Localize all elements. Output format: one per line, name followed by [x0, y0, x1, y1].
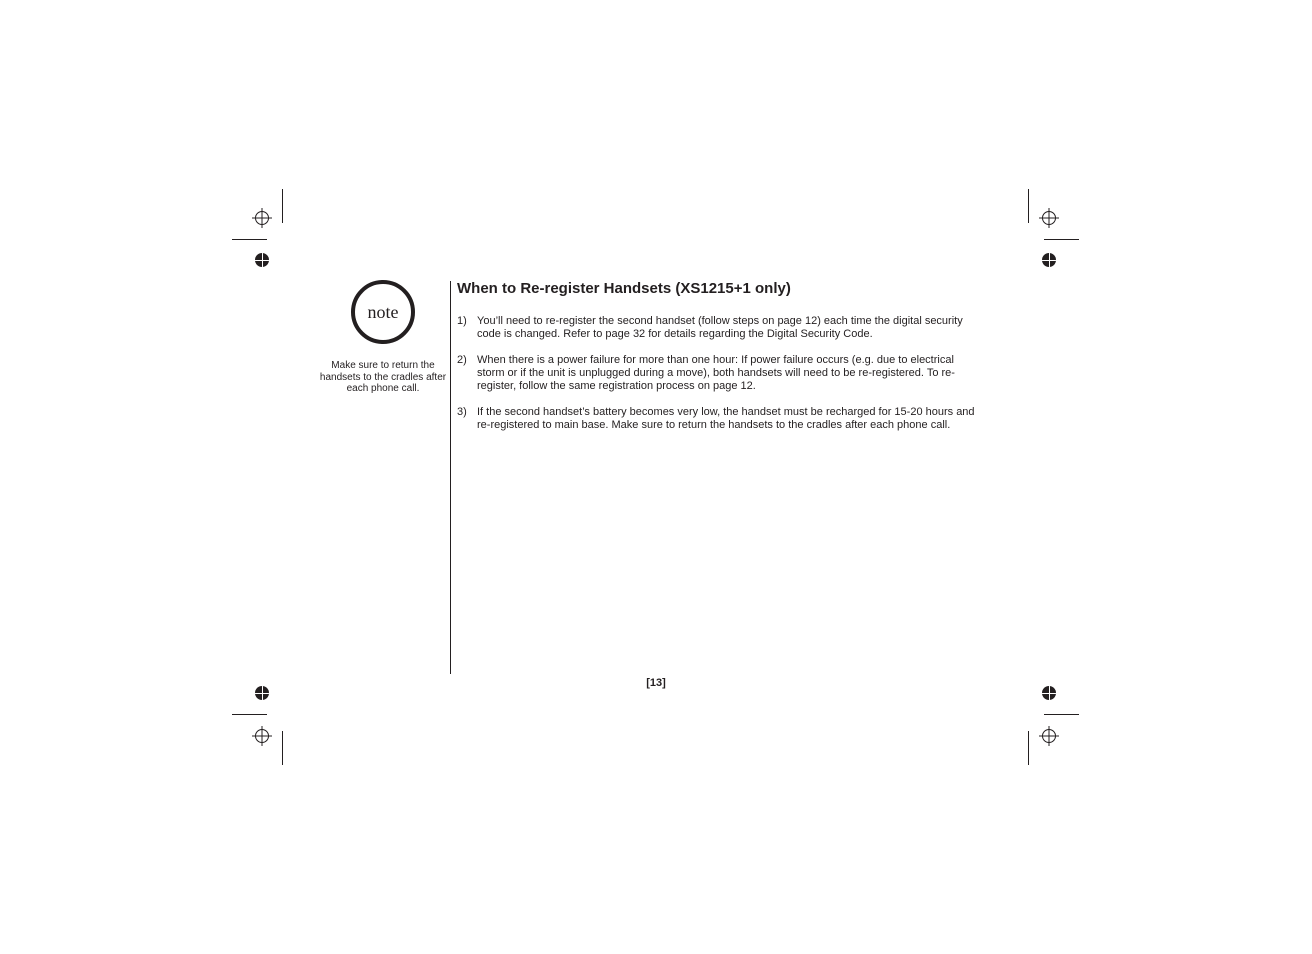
crop-mark-top-right-vertical [1028, 189, 1029, 223]
registration-target-icon [252, 208, 272, 228]
section-heading: When to Re-register Handsets (XS1215+1 only) [457, 280, 791, 297]
crop-mark-top-left-vertical [282, 189, 283, 223]
crop-mark-bottom-right-vertical [1028, 731, 1029, 765]
registration-dot-icon [1042, 253, 1056, 267]
list-item [457, 406, 983, 432]
list-item [457, 315, 983, 341]
list-item [457, 354, 983, 393]
crop-mark-top-right-horizontal [1044, 239, 1079, 240]
note-badge-icon [351, 280, 415, 344]
registration-dot-icon [255, 253, 269, 267]
step-text: When there is a power failure for more than one hour: If power failure occurs (e.g. due to electrical storm or if the unit is unplugged during a move), both handsets will need to be re-registered. To re-register, follow the same registration process on page 12. [477, 354, 955, 392]
crop-mark-bottom-left-vertical [282, 731, 283, 765]
registration-target-icon [1039, 208, 1059, 228]
step-number: 3) [457, 406, 467, 418]
step-text: If the second handset’s battery becomes very low, the handset must be recharged for 15-20 hours and re-registered to main base. Make sure to return the handsets to the cradles after each phone call. [477, 406, 975, 431]
crop-mark-bottom-left-horizontal [232, 714, 267, 715]
registration-target-icon [252, 726, 272, 746]
step-number: 1) [457, 315, 467, 327]
sidebar-note-text: Make sure to return the handsets to the cradles after each phone call. [319, 360, 447, 394]
step-text: You’ll need to re-register the second handset (follow steps on page 12) each time the digital security code is changed. Refer to page 32 for details regarding the Digital Security Code. [477, 315, 963, 340]
page-number: [13] [646, 677, 666, 689]
steps-list [457, 315, 983, 445]
crop-mark-bottom-right-horizontal [1044, 714, 1079, 715]
column-divider [450, 281, 451, 674]
step-number: 2) [457, 354, 467, 366]
registration-target-icon [1039, 726, 1059, 746]
note-badge-label: note [367, 302, 399, 322]
crop-mark-top-left-horizontal [232, 239, 267, 240]
